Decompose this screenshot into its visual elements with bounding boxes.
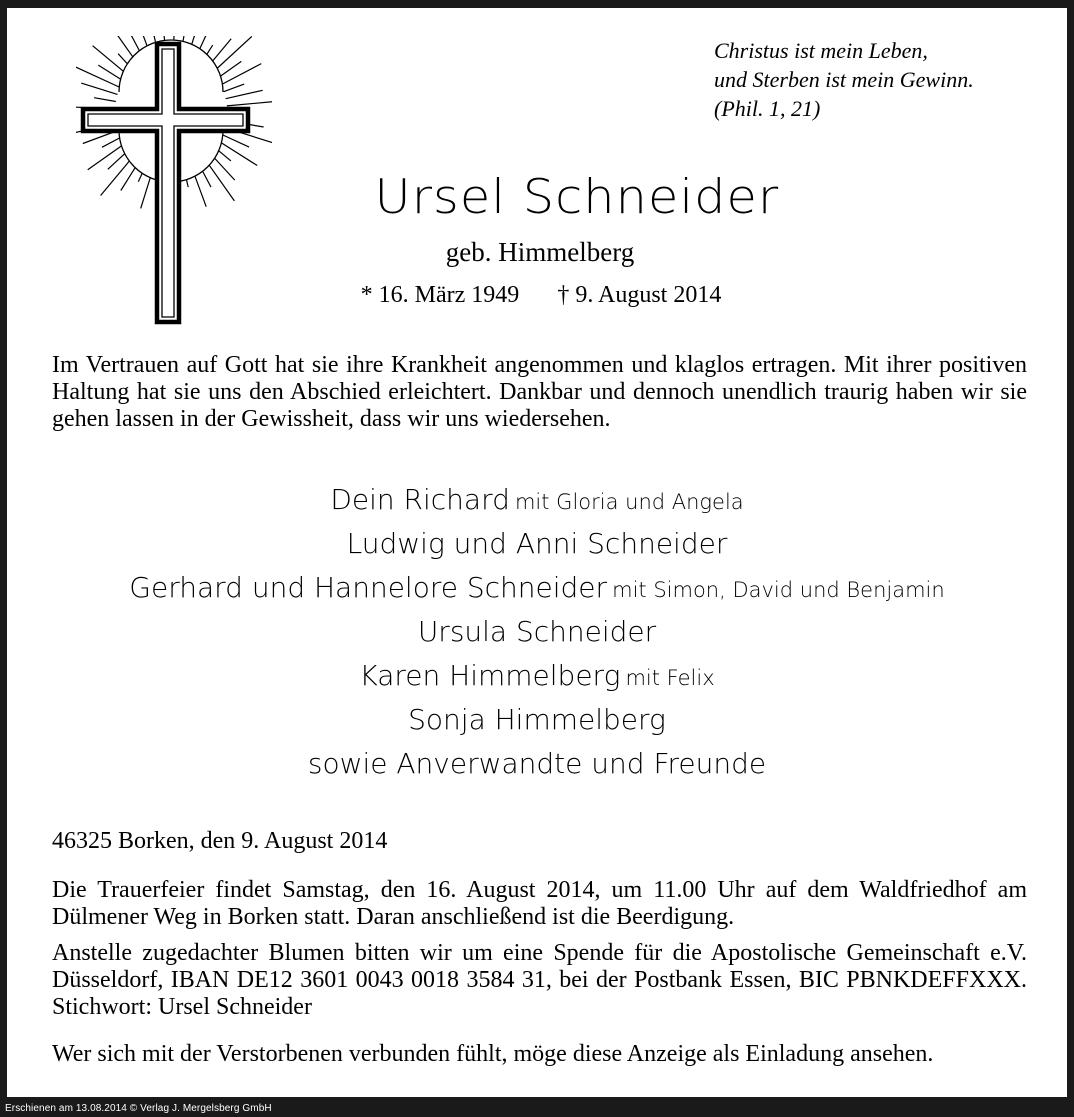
deceased-name: Ursel Schneider <box>374 170 780 225</box>
donation-paragraph: Anstelle zugedachter Blumen bitten wir um eine Spende für die Apostolische Gemeinschaft e.V. Düsseldorf, IBAN DE12 3601 0043 0018 3584 31, bei der Postbank Essen, BIC PBNKDEFFXXX. Stichwort: Ursel Schneider <box>52 940 1027 1020</box>
mourner-name: Gerhard und Hannelore Schneider <box>129 571 608 604</box>
mourner-name: Karen Himmelberg <box>359 659 621 692</box>
place-and-date: 46325 Borken, den 9. August 2014 <box>52 828 388 854</box>
sun-ray <box>224 84 245 92</box>
sun-ray <box>221 64 262 85</box>
verse-line: Christus ist mein Leben, <box>714 38 928 63</box>
mourner-line <box>0 566 1074 610</box>
birth-date: * 16. März 1949 <box>360 282 520 308</box>
bible-verse <box>714 36 974 123</box>
mourner-extra: mit Simon, David und Benjamin <box>612 578 945 602</box>
mourner-line <box>0 654 1074 698</box>
born-name: geb. Himmelberg <box>445 237 635 267</box>
mourner-line <box>0 698 1074 742</box>
sun-ray <box>81 83 117 94</box>
footer-bar <box>0 1097 1074 1117</box>
publication-credit: Erschienen am 13.08.2014 © Verlag J. Mergelsberg GmbH <box>5 1103 272 1114</box>
invitation-paragraph: Wer sich mit der Verstorbenen verbunden fühlt, möge diese Anzeige als Einladung ansehen. <box>52 1041 934 1067</box>
sun-ray <box>88 143 126 170</box>
intro-paragraph: Im Vertrauen auf Gott hat sie ihre Krankheit angenommen und klaglos ertragen. Mit ihrer positiven Haltung hat sie uns den Abschied erleichtert. Dankbar und dennoch unendlich traurig haben wir sie gehen lassen in der Gewissheit, dass wir uns wiedersehen. <box>52 352 1027 432</box>
mourner-name: Ursula Schneider <box>417 615 657 648</box>
sun-ray <box>102 137 122 147</box>
sun-ray <box>218 141 257 166</box>
life-dates <box>0 280 1074 310</box>
mourner-line <box>0 742 1074 786</box>
mourner-name: sowie Anverwandte und Freunde <box>307 747 767 780</box>
mourner-line <box>0 610 1074 654</box>
mourner-line <box>0 522 1074 566</box>
mourner-extra: mit Gloria und Angela <box>514 490 744 514</box>
sun-ray <box>227 101 272 106</box>
verse-line: und Sterben ist mein Gewinn. <box>714 67 974 92</box>
mourner-name: Sonja Himmelberg <box>408 703 666 736</box>
sun-ray <box>226 90 263 98</box>
mourner-name: Ludwig und Anni Schneider <box>346 527 728 560</box>
verse-reference: (Phil. 1, 21) <box>714 96 821 121</box>
mourner-extra: mit Felix <box>625 666 715 690</box>
mourners-list <box>0 478 1074 786</box>
mourner-line <box>0 478 1074 522</box>
sun-ray <box>94 98 116 102</box>
mourner-name: Dein Richard <box>330 483 510 516</box>
ceremony-paragraph: Die Trauerfeier findet Samstag, den 16. August 2014, um 11.00 Uhr auf dem Waldfriedhof am Dülmener Weg in Borken statt. Daran anschließend ist die Beerdigung. <box>52 877 1027 930</box>
death-date: † 9. August 2014 <box>557 282 722 308</box>
